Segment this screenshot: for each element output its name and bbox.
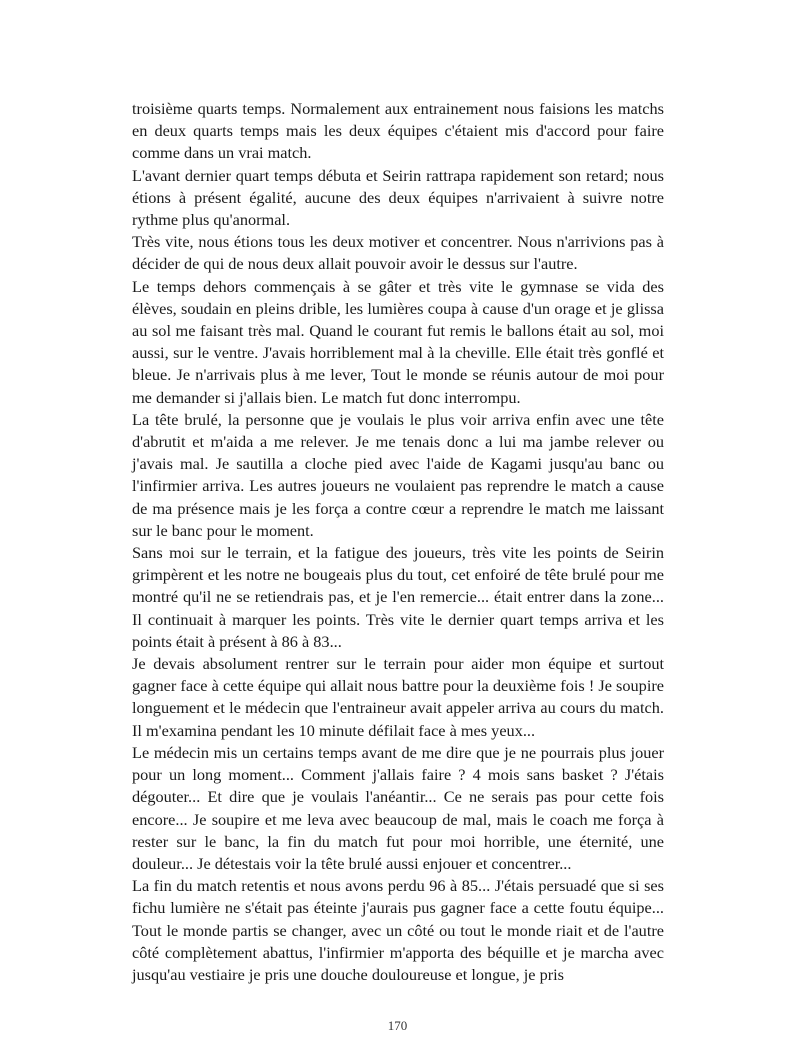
page-number: 170 [387, 1018, 408, 1033]
paragraph-2: L'avant dernier quart temps débuta et Seirin rattrapa rapidement son retard; nous étions à présent égalité, aucune des deux équipes n'arrivaient à suivre notre rythme plus qu'anormal. [132, 165, 664, 230]
paragraph-8: Le médecin mis un certains temps avant de me dire que je ne pourrais plus jouer pour un long moment... Comment j'allais faire ? 4 mois sans basket ? J'étais dégouter... Et dire que je voulais l'anéantir... Ce ne serais pas pour cette fois encore... Je soupire et me leva avec beaucoup de mal, mais le coach me força à rester sur le banc, la fin du match fut pour moi horrible, une éternité, une douleur... Je détestais voir la tête brulé aussi enjouer et concentrer... [132, 742, 664, 873]
paragraph-6: Sans moi sur le terrain, et la fatigue des joueurs, très vite les points de Seirin grimpèrent et les notre ne bougeais plus du tout, cet enfoiré de tête brulé pour me montré qu'il ne se retiendrais pas, et je l'en remercie... était entrer dans la zone... Il continuait à marquer les points. Très vite le dernier quart temps arriva et les points était à présent à 86 à 83... [132, 543, 664, 651]
paragraph-7: Je devais absolument rentrer sur le terrain pour aider mon équipe et surtout gagner face à cette équipe qui allait nous battre pour la deuxième fois ! Je soupire longuement et le médecin que l'entraineur avait appeler arriva au cours du match. Il m'examina pendant les 10 minute défilait face à mes yeux... [132, 654, 664, 740]
paragraph-5: La tête brulé, la personne que je voulais le plus voir arriva enfin avec une tête d'abrutit et m'aida a me relever. Je me tenais donc a lui ma jambe relever ou j'avais mal. Je sautilla a cloche pied avec l'aide de Kagami jusqu'au banc ou l'infirmier arriva. Les autres joueurs ne voulaient pas reprendre le match a cause de ma présence mais je les força a contre cœur a reprendre le match me laissant sur le banc pour le moment. [132, 409, 664, 540]
paragraph-4: Le temps dehors commençais à se gâter et très vite le gymnase se vida des élèves, soudain en pleins drible, les lumières coupa à cause d'un orage et je glissa au sol me faisant très mal. Quand le courant fut remis le ballons était au sol, moi aussi, sur le ventre. J'avais horriblement mal à la cheville. Elle était très gonflé et bleue. Je n'arrivais plus à me lever, Tout le monde se réunis autour de moi pour me demander si j'allais bien. Le match fut donc interrompu. [132, 276, 664, 407]
paragraph-1: troisième quarts temps. Normalement aux entrainement nous faisions les matchs en deux quarts temps mais les deux équipes c'étaient mis d'accord pour faire comme dans un vrai match. [132, 99, 664, 163]
paragraph-3: Très vite, nous étions tous les deux motiver et concentrer. Nous n'arrivions pas à décider de qui de nous deux allait pouvoir avoir le dessus sur l'autre. [132, 232, 664, 274]
paragraph-9: La fin du match retentis et nous avons perdu 96 à 85... J'étais persuadé que si ses fichu lumière ne s'était pas éteinte j'aurais pus gagner face a cette foutu équipe... Tout le monde partis se changer, avec un côté ou tout le monde riait et de l'autre côté complètement abattus, l'infirmier m'apporta des béquille et je marcha avec jusqu'au vestiaire je pris une douche douloureuse et longue, je pris [132, 876, 664, 984]
body-text [132, 98, 664, 986]
